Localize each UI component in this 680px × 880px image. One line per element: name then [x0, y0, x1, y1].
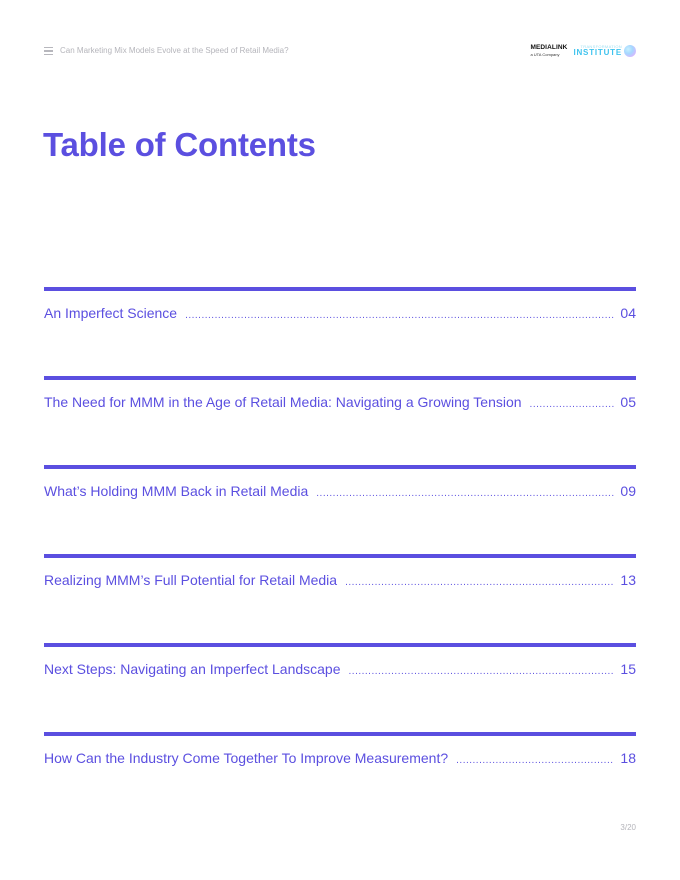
institute-blob-icon: [624, 45, 636, 57]
toc-entry-label: An Imperfect Science: [44, 305, 178, 321]
toc-leader-dots: [349, 666, 615, 677]
logos: [530, 43, 636, 59]
toc-entry-label: What’s Holding MMM Back in Retail Media: [44, 483, 309, 499]
page-header: [44, 44, 636, 60]
toc-leader-dots: [185, 310, 614, 321]
table-of-contents: [44, 287, 636, 821]
toc-entry-label: Realizing MMM’s Full Potential for Retail Media: [44, 572, 338, 588]
toc-entry[interactable]: [44, 465, 636, 554]
toc-entry[interactable]: [44, 554, 636, 643]
page-title: Table of Contents: [43, 126, 316, 163]
institute-logo-top: TRANSFORMATION: [580, 44, 622, 49]
page-indicator: 3/20: [620, 823, 636, 832]
toc-entry[interactable]: [44, 376, 636, 465]
toc-entry-page: 04: [620, 305, 636, 321]
toc-entry-label: The Need for MMM in the Age of Retail Media: Navigating a Growing Tension: [44, 394, 522, 410]
toc-entry-page: 15: [620, 661, 636, 677]
document-title: Can Marketing Mix Models Evolve at the Speed of Retail Media?: [60, 46, 289, 55]
toc-entry[interactable]: [44, 732, 636, 821]
toc-entry-label: Next Steps: Navigating an Imperfect Landscape: [44, 661, 341, 677]
medialink-logo: [530, 45, 567, 57]
toc-leader-dots: [345, 577, 614, 588]
medialink-logo-sub: a UTA Company: [530, 51, 560, 57]
toc-leader-dots: [530, 399, 615, 410]
toc-entry-page: 09: [620, 483, 636, 499]
toc-entry-label: How Can the Industry Come Together To Improve Measurement?: [44, 750, 449, 766]
menu-icon[interactable]: [44, 47, 53, 55]
toc-entry-page: 05: [620, 394, 636, 410]
institute-logo-name: INSTITUTE: [573, 48, 622, 57]
toc-entry[interactable]: [44, 643, 636, 732]
toc-leader-dots: [316, 488, 614, 499]
medialink-logo-name: MEDIALINK: [530, 44, 568, 52]
toc-entry-page: 13: [620, 572, 636, 588]
toc-leader-dots: [456, 755, 614, 766]
toc-entry[interactable]: [44, 287, 636, 376]
institute-logo: [573, 45, 622, 57]
toc-entry-page: 18: [620, 750, 636, 766]
